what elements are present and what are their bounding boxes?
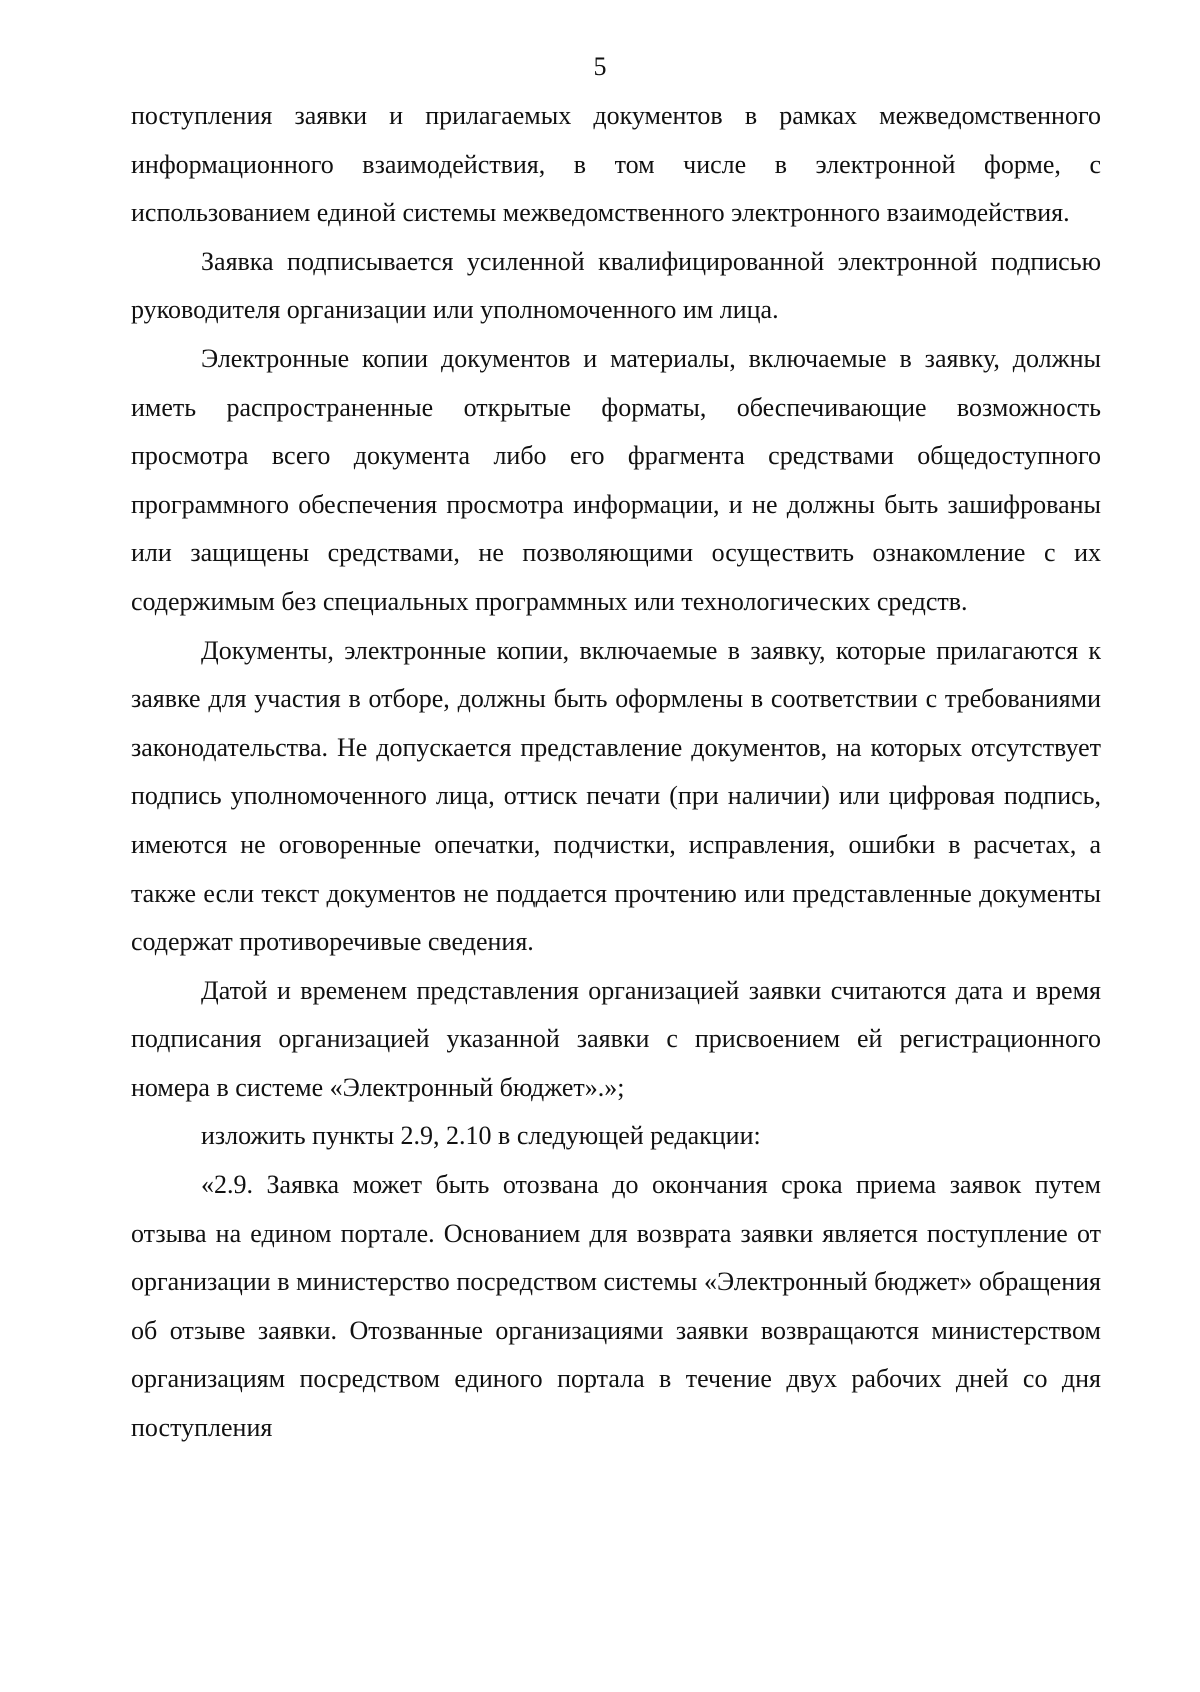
document-body <box>131 92 1101 1453</box>
paragraph-electronic-copies: Электронные копии документов и материалы, включаемые в заявку, должны иметь распространенные открытые форматы, обеспечивающие возможность просмотра всего документа либо его фрагмента средствами общедоступного программного обеспечения просмотра информации, и не должны быть зашифрованы или защищены средствами, не позволяющими осуществить ознакомление с их содержимым без специальных программных или технологических средств. <box>131 343 1101 616</box>
paragraph-documents-requirements: Документы, электронные копии, включаемые в заявку, которые прилагаются к заявке для участия в отборе, должны быть оформлены в соответствии с требованиями законодательства. Не допускается представление документов, на которых отсутствует подпись уполномоченного лица, оттиск печати (при наличии) или цифровая подпись, имеются не оговоренные опечатки, подчистки, исправления, ошибки в расчетах, а также если текст документов не поддается прочтению или представленные документы содержат противоречивые сведения. <box>131 635 1101 957</box>
paragraph-signature: Заявка подписывается усиленной квалифицированной электронной подписью руководителя организации или уполномоченного им лица. <box>131 246 1101 325</box>
paragraph-submission-date: Датой и временем представления организацией заявки считаются дата и время подписания организацией указанной заявки с присвоением ей регистрационного номера в системе «Электронный бюджет».»; <box>131 975 1101 1102</box>
page-number: 5 <box>593 52 607 81</box>
paragraph-continuation: поступления заявки и прилагаемых документов в рамках межведомственного информационного взаимодействия, в том числе в электронной форме, с использованием единой системы межведомственного электронного взаимодействия. <box>131 101 1101 228</box>
paragraph-clause-2-9: «2.9. Заявка может быть отозвана до окончания срока приема заявок путем отзыва на едином портале. Основанием для возврата заявки является поступление от организации в министерство посредством системы «Электронный бюджет» обращения об отзыве заявки. Отозванные организациями заявки возвращаются министерством организациям посредством единого портала в течение двух рабочих дней со дня поступления <box>131 1170 1101 1443</box>
paragraph-amendment-intro: изложить пункты 2.9, 2.10 в следующей редакции: <box>201 1121 761 1151</box>
